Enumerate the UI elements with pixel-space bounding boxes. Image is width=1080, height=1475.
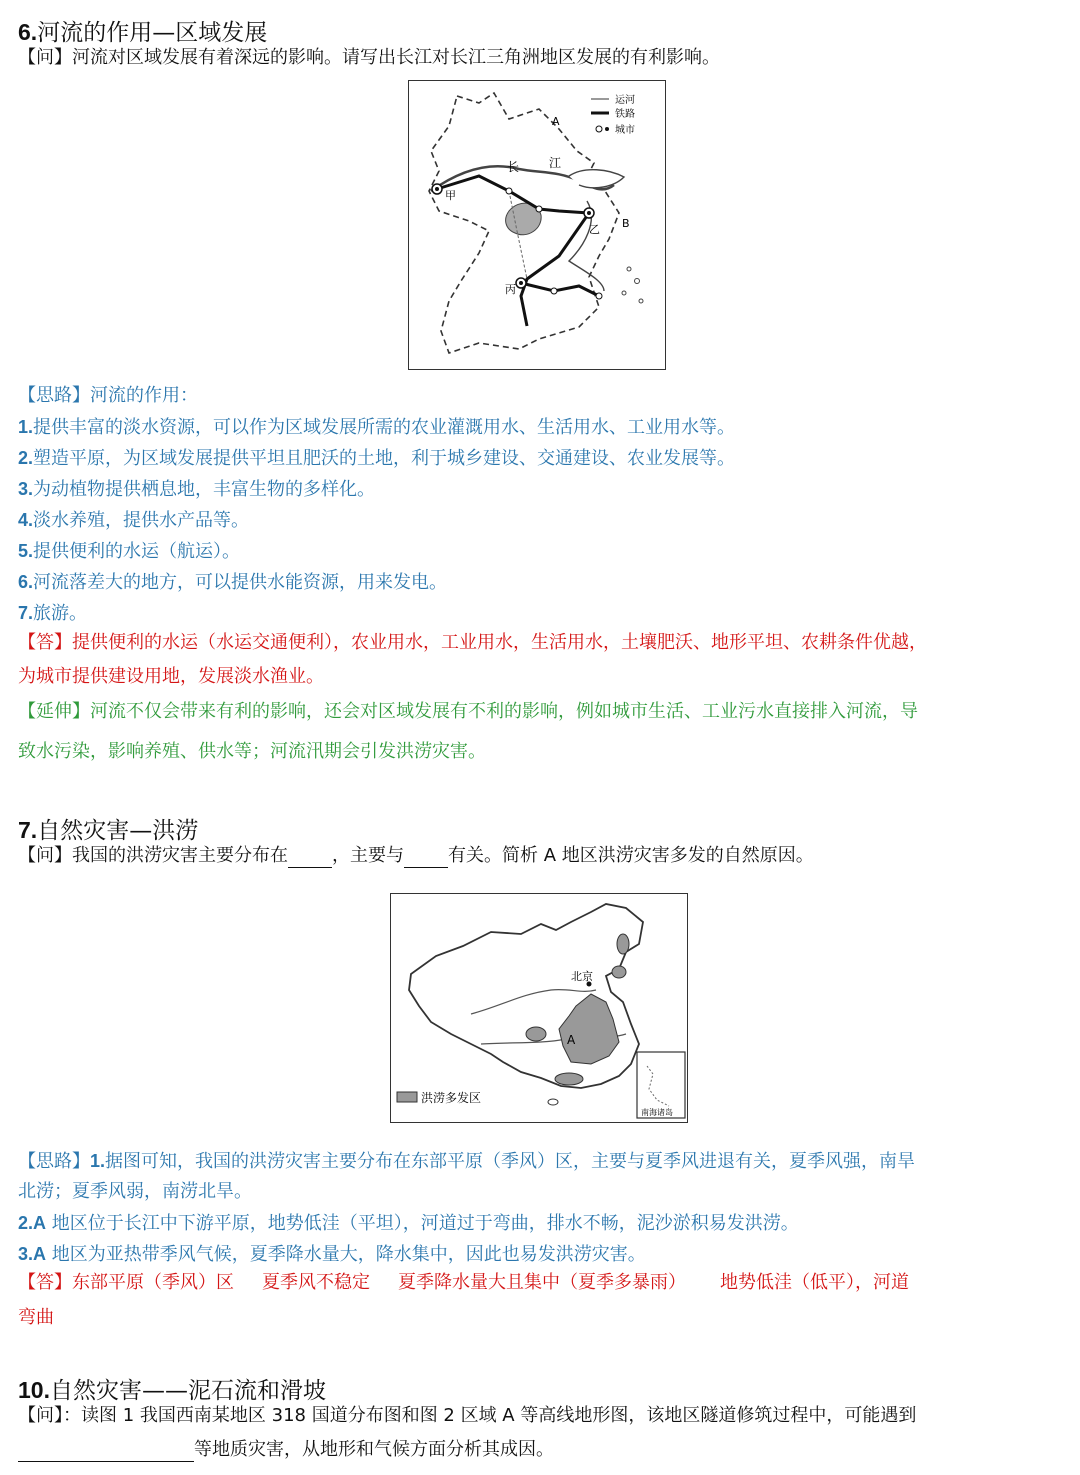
legend-city-swatch-dot: [605, 127, 609, 131]
section-6-extension-line-2: [18, 740, 486, 764]
question-text: 有关。简析 A 地区洪涝灾害多发的自然原因。: [448, 845, 814, 866]
point-number: 7.: [18, 603, 34, 623]
extension-tag: 【延伸】: [18, 701, 90, 722]
island: [627, 267, 631, 271]
map-label-chang: 长: [507, 160, 520, 174]
city-jia-dot: [435, 187, 439, 191]
flood-area-northeast-1: [617, 934, 629, 954]
island: [639, 299, 643, 303]
section-10-question-line-2: [18, 1438, 554, 1462]
inset-label: 南海诸岛: [641, 1108, 673, 1117]
map-label-a: A: [552, 115, 560, 128]
island: [622, 291, 626, 295]
section-10-question-line-1: [18, 1404, 916, 1428]
answer-text: 为城市提供建设用地，发展淡水渔业。: [18, 666, 324, 687]
think-text: 地区为亚热带季风气候，夏季降水量大，降水集中，因此也易发洪涝灾害。: [46, 1244, 646, 1265]
think-text: 地区位于长江中下游平原，地势低洼（平坦），河道过于弯曲，排水不畅，泥沙淤积易发洪涝。: [46, 1213, 799, 1234]
yangtze-delta-map-svg: [409, 81, 665, 369]
section-7-think-line-4: [18, 1242, 646, 1267]
section-7-heading: [18, 812, 198, 845]
answer-text: 提供便利的水运（水运交通便利），农业用水，工业用水，生活用水，土壤肥沃、地形平坦、农耕条件优越，: [72, 632, 927, 653]
point-number: 5.: [18, 541, 34, 561]
china-flood-map: [390, 893, 688, 1123]
section-6-answer-line-1: [18, 631, 927, 655]
think-point-7: [18, 601, 87, 626]
section-6-think-head: [18, 384, 198, 408]
section-10-number: 10.: [18, 1377, 50, 1403]
city-small-3: [551, 288, 557, 294]
section-6-question: [18, 46, 720, 70]
answer-text: 弯曲: [18, 1307, 54, 1328]
point-text: 为动植物提供栖息地，丰富生物的多样化。: [33, 479, 376, 500]
city-bing-dot: [519, 281, 523, 285]
question-text: ：读图 1 我国西南某地区 318 国道分布图和图 2 区域 A 等高线地形图，该地区隧道修筑过程中，可能遇到: [63, 1405, 917, 1426]
think-point-1: [18, 415, 735, 440]
think-text: 据图可知，我国的洪涝灾害主要分布在东部平原（季风）区，主要与夏季风进退有关，夏季风强，南旱: [105, 1151, 916, 1172]
map-label-jia: 甲: [445, 189, 456, 202]
point-number: 2.A: [18, 1213, 47, 1233]
legend-flood-label: 洪涝多发区: [421, 1091, 482, 1105]
extension-text: 河流不仅会带来有利的影响，还会对区域发展有不利的影响，例如城市生活、工业污水直接排入河流，导: [90, 701, 918, 722]
section-6-extension-line-1: [18, 700, 918, 724]
section-6-number: 6.: [18, 19, 38, 45]
map-label-b: B: [622, 217, 630, 230]
question-tag: 【问】: [18, 1405, 63, 1426]
section-7-think-line-3: [18, 1211, 799, 1236]
section-6-answer-line-2: [18, 665, 324, 689]
point-number: 2.: [18, 448, 34, 468]
answer-blank-2[interactable]: [404, 849, 448, 868]
question-text: 河流对区域发展有着深远的影响。请写出长江对长江三角洲地区发展的有利影响。: [72, 47, 720, 68]
answer-item: 地势低洼（低平），河道: [720, 1272, 909, 1293]
map-label-jiang: 江: [549, 156, 562, 170]
section-7-answer-line-2: [18, 1306, 54, 1330]
answer-item: 东部平原（季风）区: [72, 1272, 234, 1293]
answer-blank-1[interactable]: [288, 849, 332, 868]
city-small-2: [536, 206, 542, 212]
flood-area-south: [555, 1073, 583, 1085]
section-6-heading: [18, 14, 267, 47]
answer-blank[interactable]: [18, 1443, 194, 1462]
map-label-yi: 乙: [589, 223, 600, 236]
section-7-number: 7.: [18, 817, 38, 843]
question-tag: 【问】: [18, 845, 72, 866]
hainan-island: [548, 1099, 558, 1105]
point-number: 3.A: [18, 1244, 47, 1264]
section-10-title: 自然灾害——泥石流和滑坡: [49, 1378, 326, 1404]
point-number: 1.: [90, 1151, 106, 1171]
railway-3: [521, 283, 599, 296]
think-text: 北涝；夏季风弱，南涝北旱。: [18, 1181, 252, 1202]
point-text: 提供便利的水运（航运）。: [33, 541, 241, 562]
think-head-text: 河流的作用：: [90, 385, 198, 406]
yangtze-delta-map: [408, 80, 666, 370]
legend-city-swatch: [596, 126, 602, 132]
section-7-think-line-2: [18, 1180, 252, 1204]
point-text: 提供丰富的淡水资源，可以作为区域发展所需的农业灌溉用水、生活用水、工业用水等。: [33, 417, 736, 438]
think-tag: 【思路】: [18, 385, 90, 406]
point-number: 3.: [18, 479, 34, 499]
answer-tag: 【答】: [18, 632, 72, 653]
legend-canal-label: 运河: [615, 95, 635, 106]
point-text: 河流落差大的地方，可以提供水能资源，用来发电。: [33, 572, 448, 593]
extension-text: 致水污染，影响养殖、供水等；河流汛期会引发洪涝灾害。: [18, 741, 486, 762]
beijing-label: 北京: [571, 970, 593, 983]
map-label-bing: 丙: [505, 283, 516, 296]
think-tag: 【思路】: [18, 1151, 90, 1172]
legend-railway-label: 铁路: [615, 109, 635, 120]
point-number: 6.: [18, 572, 34, 592]
answer-item: 夏季降水量大且集中（夏季多暴雨）: [398, 1272, 686, 1293]
point-number: 4.: [18, 510, 34, 530]
answer-item: 夏季风不稳定: [262, 1272, 370, 1293]
flood-area-northeast-2: [612, 966, 626, 978]
question-tag: 【问】: [18, 47, 72, 68]
section-6-title: 河流的作用—区域发展: [37, 20, 268, 46]
island: [635, 279, 640, 284]
city-yi-dot: [587, 211, 591, 215]
legend-city-label: 城市: [615, 125, 635, 136]
section-7-answer-line-1: [18, 1271, 909, 1295]
china-flood-map-svg: [391, 894, 687, 1122]
question-text: 我国的洪涝灾害主要分布在: [72, 845, 288, 866]
think-point-6: [18, 570, 447, 595]
river-estuary: [569, 170, 624, 188]
question-text: 等地质灾害，从地形和气候方面分析其成因。: [194, 1439, 554, 1460]
map-label-a: A: [567, 1033, 576, 1047]
point-text: 旅游。: [33, 603, 88, 624]
point-number: 1.: [18, 417, 34, 437]
think-point-2: [18, 446, 735, 471]
question-text: ，主要与: [332, 845, 404, 866]
think-point-3: [18, 477, 375, 502]
legend-flood-swatch: [397, 1092, 417, 1102]
flood-area-sichuan: [526, 1027, 546, 1041]
section-10-heading: [18, 1372, 326, 1405]
city-small-1: [506, 188, 512, 194]
think-point-4: [18, 508, 249, 533]
city-small-4: [596, 293, 602, 299]
point-text: 淡水养殖，提供水产品等。: [33, 510, 250, 531]
section-7-think-line-1: [18, 1149, 915, 1174]
think-point-5: [18, 539, 240, 564]
point-text: 塑造平原，为区域发展提供平坦且肥沃的土地，利于城乡建设、交通建设、农业发展等。: [33, 448, 736, 469]
answer-tag: 【答】: [18, 1272, 72, 1293]
section-7-question: [18, 844, 814, 868]
section-7-title: 自然灾害—洪涝: [37, 818, 199, 844]
